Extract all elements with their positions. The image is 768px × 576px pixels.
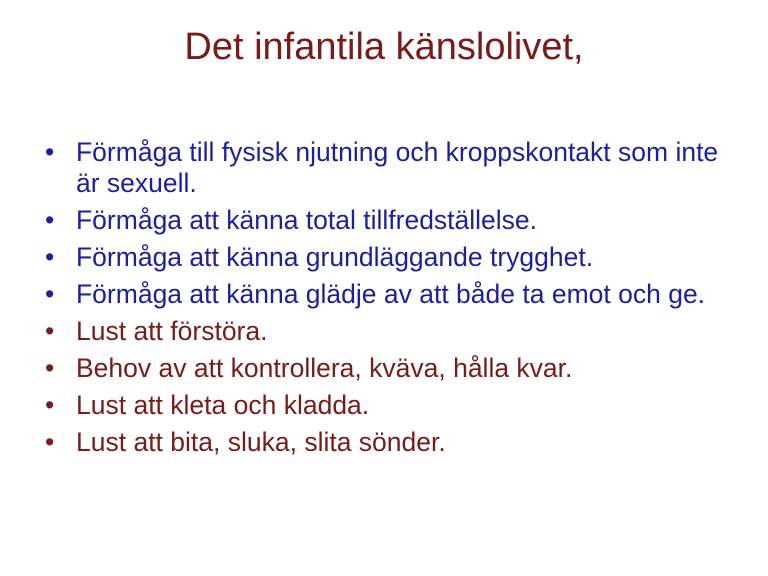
bullet-dot-icon: • bbox=[45, 137, 55, 167]
bullet-dot-icon: • bbox=[45, 353, 55, 383]
bullet-item-total-satisfaction bbox=[44, 205, 734, 236]
bullet-text: Förmåga att känna total tillfredställelse. bbox=[76, 205, 538, 235]
bullet-text: Behov av att kontrollera, kväva, hålla kvar. bbox=[76, 353, 573, 383]
bullet-dot-icon: • bbox=[45, 390, 55, 420]
bullet-text: Lust att förstöra. bbox=[76, 316, 268, 346]
bullet-item-joy-giving-receiving bbox=[44, 279, 734, 310]
bullet-dot-icon: • bbox=[45, 427, 55, 457]
bullet-item-basic-security bbox=[44, 242, 734, 273]
bullet-item-need-control bbox=[44, 353, 734, 384]
bullet-text: Förmåga att känna glädje av att både ta emot och ge. bbox=[76, 279, 706, 309]
bullet-item-urge-bite bbox=[44, 427, 734, 458]
bullet-text: Lust att kleta och kladda. bbox=[76, 390, 370, 420]
bullet-text: Lust att bita, sluka, slita sönder. bbox=[76, 427, 446, 457]
bullet-dot-icon: • bbox=[45, 205, 55, 235]
bullet-list bbox=[44, 137, 734, 464]
bullet-item-urge-destroy bbox=[44, 316, 734, 347]
bullet-item-physical-pleasure bbox=[44, 137, 734, 199]
bullet-dot-icon: • bbox=[45, 316, 55, 346]
bullet-text: Förmåga till fysisk njutning och kroppskontakt som inte är sexuell. bbox=[76, 137, 719, 198]
slide-title: Det infantila känslolivet, bbox=[184, 26, 584, 68]
bullet-item-urge-smear bbox=[44, 390, 734, 421]
bullet-text: Förmåga att känna grundläggande trygghet. bbox=[76, 242, 594, 272]
bullet-dot-icon: • bbox=[45, 242, 55, 272]
bullet-dot-icon: • bbox=[45, 279, 55, 309]
